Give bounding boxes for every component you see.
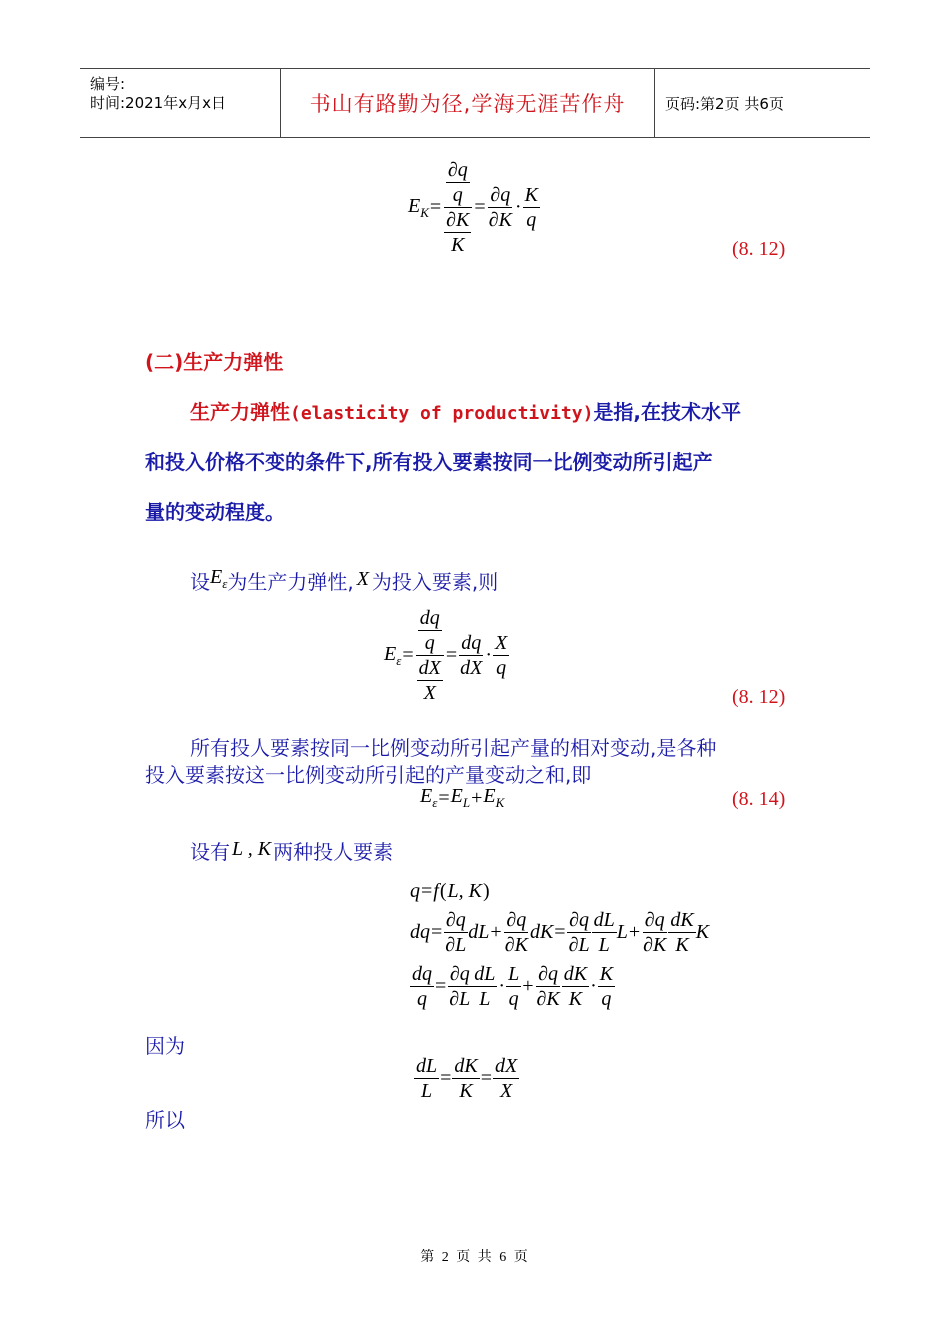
document-time-label: 时间:2021年x月x日: [90, 94, 226, 112]
header-page-code: 页码:第2页 共6页: [665, 94, 784, 113]
set-mid: 为生产力弹性,: [227, 570, 354, 594]
document-number-label: 编号:: [90, 75, 126, 93]
summary-line-2: 投入要素按这一比例变动所引起的产量变动之和,即: [145, 763, 592, 787]
equation-total-differential: dq = $\frac{\partial q}{\partial L}$ dL + $\frac{\partial q}{\partial K}$ dK = $\frac{\partial q}{\partial L}$ $\frac{dL}{L}$ L + $\frac{\partial q}{\partial K}$ $\frac{dK}{K}$ K: [410, 909, 710, 956]
equation-number-1: (8. 12): [732, 238, 786, 260]
definition-line-2: 和投入价格不变的条件下,所有投入要素按同一比例变动所引起产: [145, 450, 713, 474]
equation-number-2: (8. 12): [732, 686, 786, 708]
because-label: 因为: [145, 1034, 185, 1058]
set-statement: 设$E_\varepsilon$为生产力弹性, X 为投入要素,则: [190, 566, 499, 594]
two-factors-suffix: 两种投人要素: [273, 840, 394, 864]
two-factors-prefix: 设有: [190, 840, 230, 864]
set-suffix: 为投入要素,则: [371, 570, 499, 594]
equation-capital-elasticity: $E_K$ = $\frac{\frac{\partial q}{q}}{\frac{\partial K}{K}}$ = $\frac{\partial q}{\partial K}$ · $\frac{K}{q}$: [408, 159, 538, 256]
header-meta-cell: [80, 69, 281, 137]
two-factors-statement: 设有 L , K 两种投人要素: [190, 838, 394, 864]
section-heading: (二)生产力弹性: [145, 350, 284, 374]
summary-line-1: 所有投人要素按同一比例变动所引起产量的相对变动,是各种: [190, 736, 717, 760]
definition-term: 生产力弹性: [190, 400, 290, 424]
header-page-cell: [655, 69, 870, 137]
equation-relative-change: $\frac{dq}{q}$ = $\frac{\partial q}{\partial L}$ $\frac{dL}{L}$ · $\frac{L}{q}$ + $\frac{\partial q}{\partial K}$ $\frac{dK}{K}$ · $\frac{K}{q}$: [412, 963, 614, 1010]
equation-equal-proportions: $\frac{dL}{L}$ = $\frac{dK}{K}$ = $\frac{dX}{X}$: [416, 1055, 518, 1102]
page-header: [80, 68, 870, 138]
equation-productivity-elasticity: $E_\varepsilon$ = $\frac{\frac{dq}{q}}{\frac{dX}{X}}$ = $\frac{dq}{dX}$ · $\frac{X}{q}$: [384, 607, 508, 704]
definition-line-3: 量的变动程度。: [145, 500, 285, 524]
therefore-label: 所以: [145, 1108, 185, 1132]
definition-text: 是指,在技术水平: [593, 400, 742, 424]
page-footer: 第 2 页 共 6 页: [420, 1250, 530, 1265]
header-motto-cell: [281, 69, 655, 137]
equation-number-3: (8. 14): [732, 788, 786, 810]
definition-english-term: (elasticity of productivity): [290, 403, 594, 424]
equation-production-function: q=f(L, K): [410, 880, 490, 902]
equation-elasticity-sum: $E_\varepsilon$ = $E_L$ + $E_K$: [420, 785, 505, 810]
definition-line-1: [190, 396, 741, 425]
set-prefix: 设: [190, 570, 210, 594]
header-motto: 书山有路勤为径,学海无涯苦作舟: [309, 92, 626, 116]
